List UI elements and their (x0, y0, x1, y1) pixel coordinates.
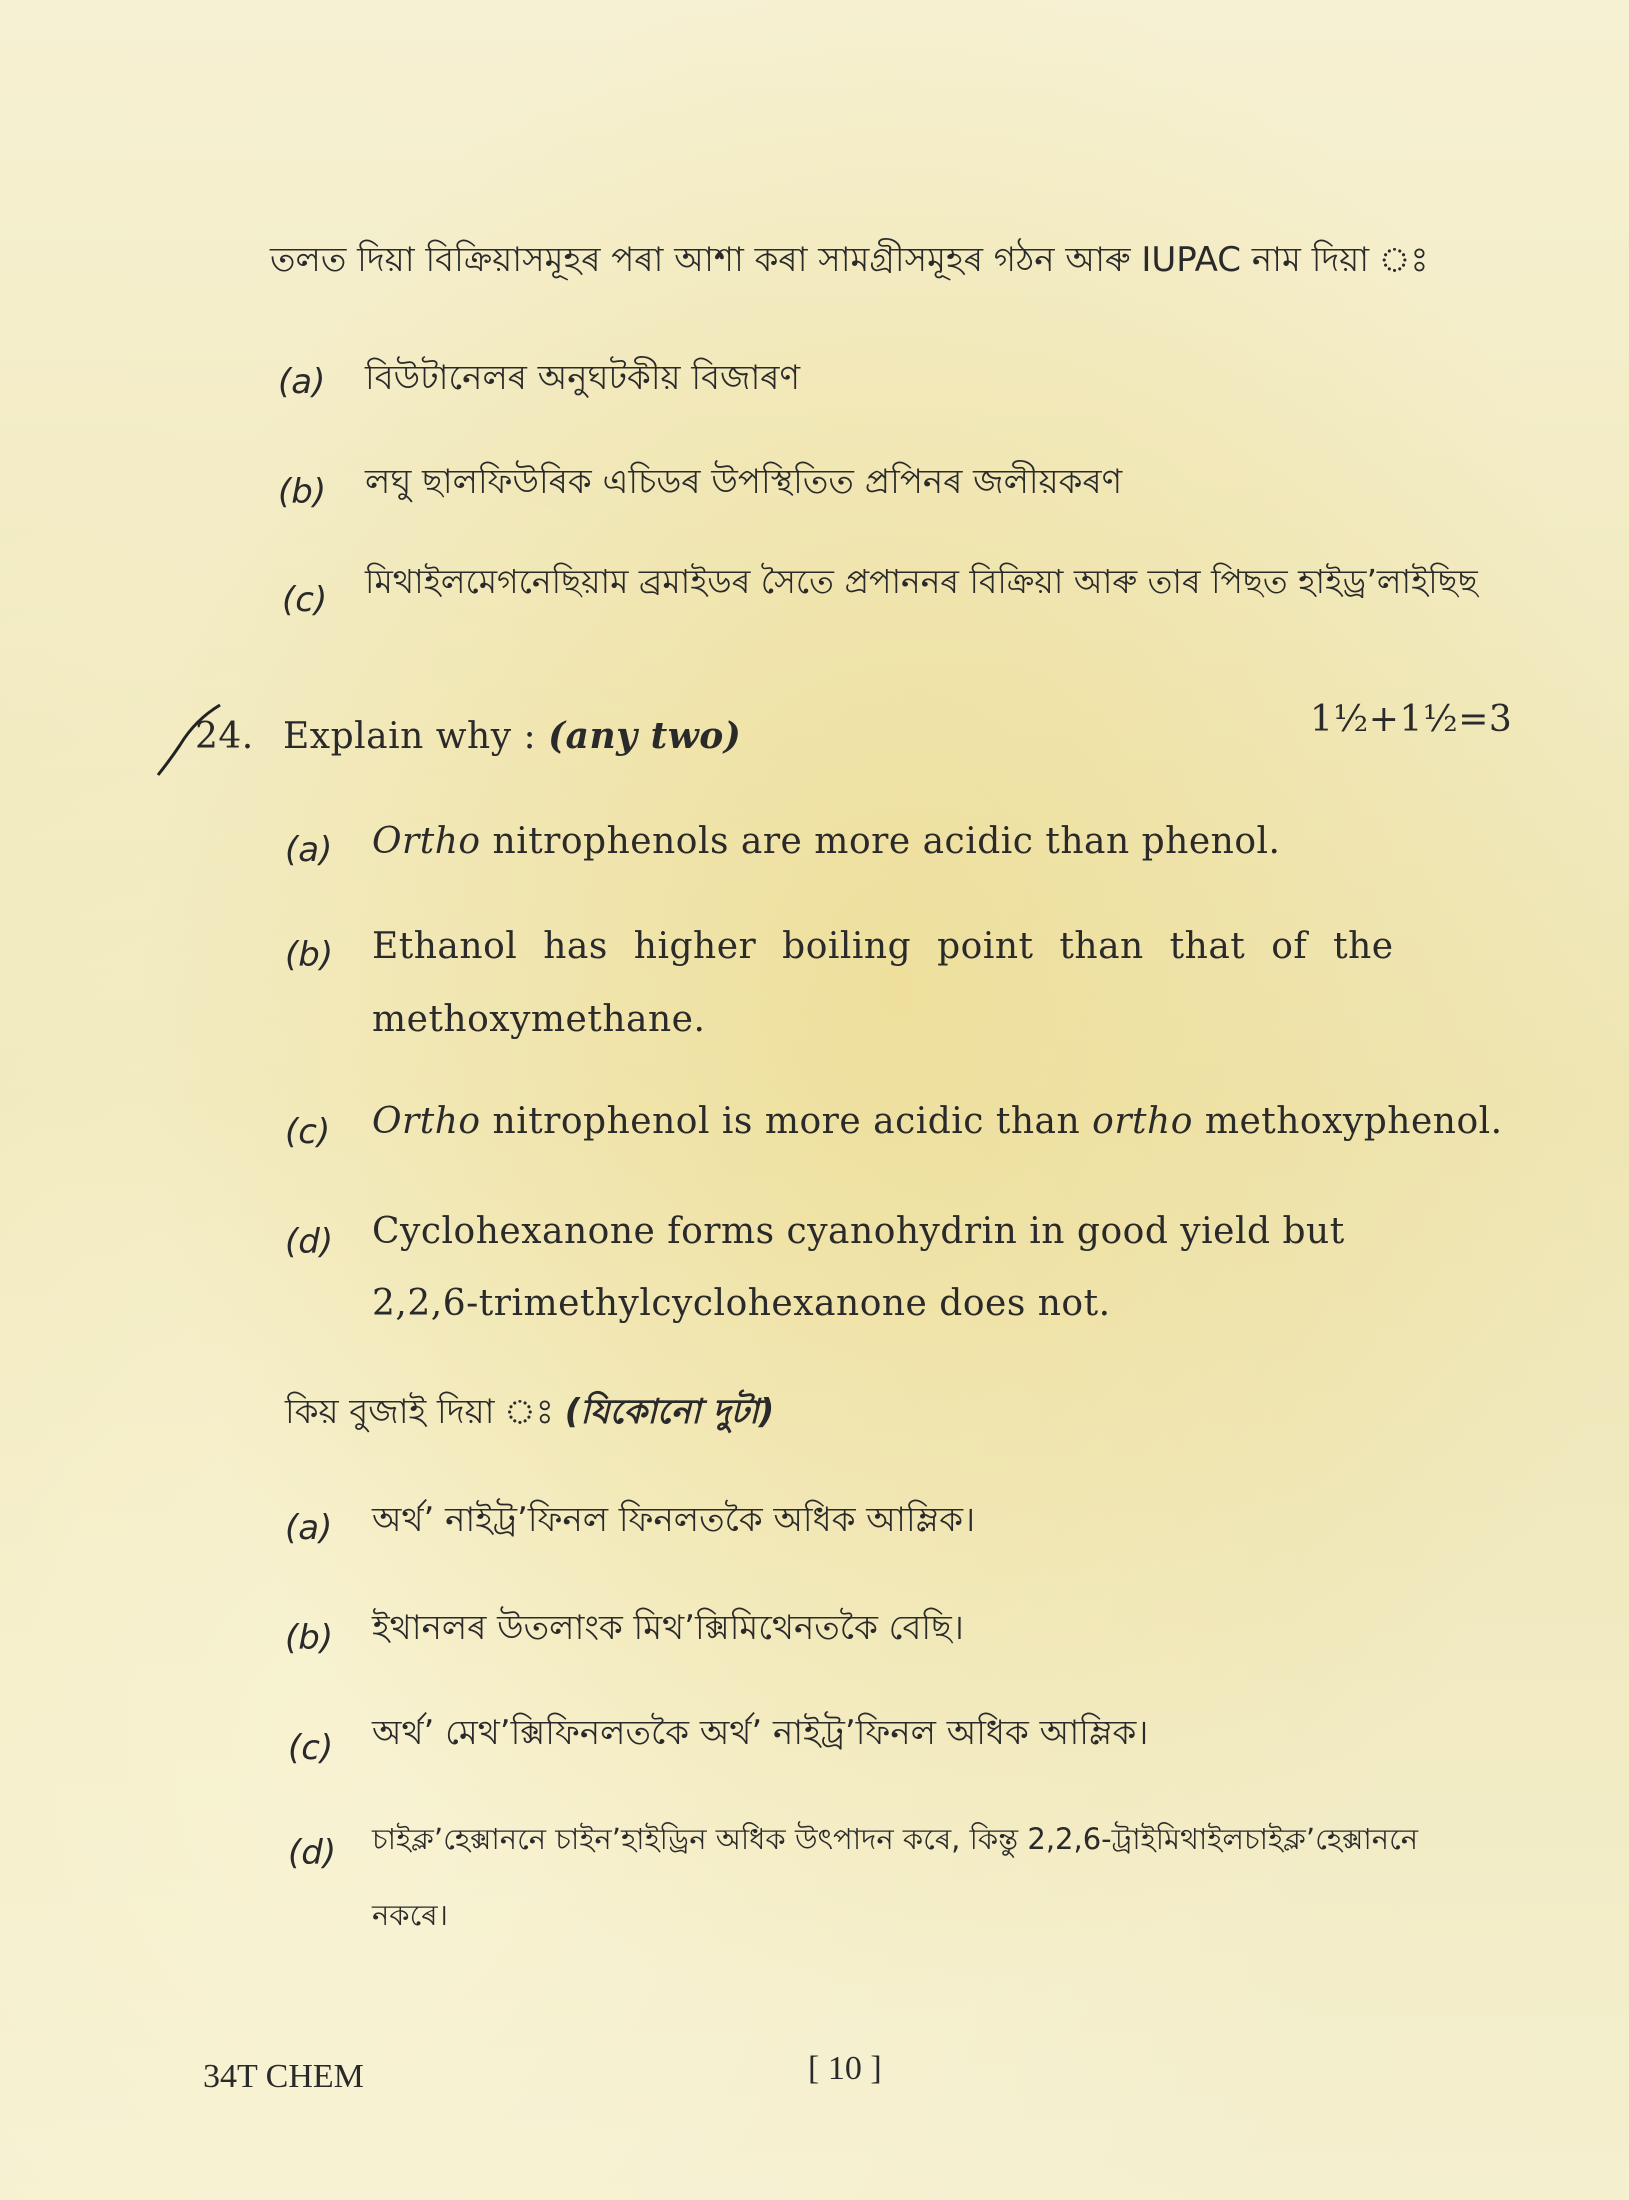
q24-item-c-text (372, 1100, 1503, 1143)
q24-item-d-line1: Cyclohexanone forms cyanohydrin in good yield but (372, 1211, 1345, 1252)
q24-assamese-qualifier: (যিকোনো দুটা) (564, 1392, 775, 1432)
q24as-item-c-label: (c) (288, 1728, 334, 1768)
q24as-item-d-label: (d) (288, 1833, 337, 1873)
q24as-item-d-line2: নকৰে। (372, 1898, 448, 1932)
q24as-item-d-line1: চাইক্ল’হেক্সাননে চাইন’হাইড্ৰিন অধিক উৎপাদন কৰে, কিন্তু 2,2,6-ট্ৰাইমিথাইলচাইক্ল’হেক্সাননে (372, 1822, 1419, 1856)
q24-item-a-text (372, 820, 1280, 863)
q24as-item-b-label: (b) (285, 1618, 334, 1658)
q24-item-c-em2: ortho (1092, 1101, 1193, 1142)
q24as-item-a-text: অৰ্থ’ নাইট্ৰ’ফিনল ফিনলতকৈ অধিক আম্লিক। (372, 1500, 976, 1540)
exam-code: 34T CHEM (203, 2058, 364, 2095)
q24-item-c-em1: Ortho (372, 1101, 481, 1142)
q24-prompt-text: Explain why : (283, 716, 549, 757)
q23-item-b-text: লঘু ছালফিউৰিক এচিডৰ উপস্থিতিত প্ৰপিনৰ জলীয়কৰণ (365, 462, 1123, 502)
q24-assamese-prompt (285, 1392, 774, 1433)
q23-item-a-label: (a) (278, 362, 326, 402)
q24-number: 24. (195, 716, 254, 757)
q24as-item-c-text: অৰ্থ’ মেথ’ক্সিফিনলতকৈ অৰ্থ’ নাইট্ৰ’ফিনল অধিক আম্লিক। (372, 1713, 1149, 1753)
q24-item-b-label: (b) (285, 935, 334, 975)
q24-marks: 1½+1½=3 (1310, 699, 1513, 740)
q23-item-b-label: (b) (278, 472, 327, 512)
q24-item-c-end: methoxyphenol. (1192, 1101, 1503, 1142)
q24-item-c-mid: nitrophenol is more acidic than (480, 1101, 1093, 1142)
q24-item-b-line1: Ethanol has higher boiling point than that of the (372, 926, 1394, 967)
q24-item-d-label: (d) (285, 1222, 334, 1262)
q24-prompt (283, 715, 741, 758)
q24-assamese-prompt-text: কিয় বুজাই দিয়া ঃ (285, 1392, 565, 1432)
q24-item-a-label: (a) (285, 830, 333, 870)
q24-item-c-label: (c) (285, 1112, 331, 1152)
page-number: [ 10 ] (808, 2050, 882, 2087)
q24as-item-b-text: ইথানলৰ উতলাংক মিথ’ক্সিমিথেনতকৈ বেছি। (372, 1608, 964, 1648)
q24-qualifier: (any two) (548, 715, 742, 757)
q23-item-c-label: (c) (282, 580, 328, 620)
q23-assamese-intro: তলত দিয়া বিক্ৰিয়াসমূহৰ পৰা আশা কৰা সামগ্ৰীসমূহৰ গঠন আৰু IUPAC নাম দিয়া ঃ (270, 240, 1429, 280)
q23-item-a-text: বিউটানেলৰ অনুঘটকীয় বিজাৰণ (365, 358, 801, 398)
q24as-item-a-label: (a) (285, 1508, 333, 1548)
q23-item-c-text: মিথাইলমেগনেছিয়াম ব্ৰমাইডৰ সৈতে প্ৰপাননৰ বিক্ৰিয়া আৰু তাৰ পিছত হাইড্ৰ’লাইছিছ (365, 562, 1478, 601)
q24-item-a-em: Ortho (372, 821, 481, 862)
q24-item-b-line2: methoxymethane. (372, 999, 706, 1040)
q24-item-a-rest: nitrophenols are more acidic than phenol. (480, 821, 1281, 862)
q24-item-d-line2: 2,2,6-trimethylcyclohexanone does not. (372, 1283, 1111, 1324)
